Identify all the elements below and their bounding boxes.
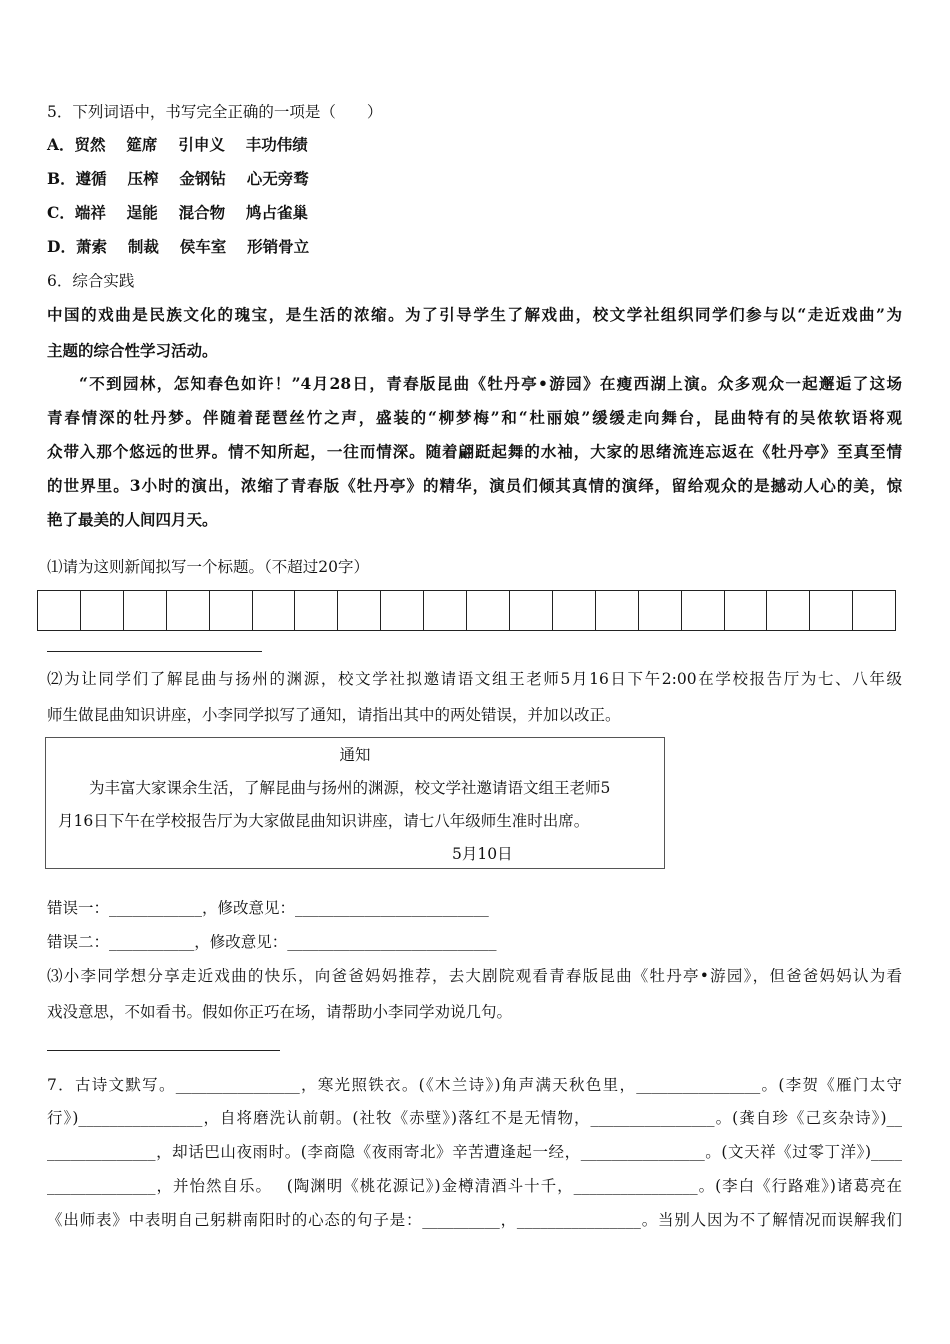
news-line: 众带入那个悠远的世界。情不知所起，一往而情深。随着翩跹起舞的水袖，大家的思绪流连忘返在《牡丹亭》至真至情: [47, 442, 902, 461]
q5-option-a: A．贸然 筵席 引申义 丰功伟绩: [47, 135, 308, 154]
q5-option-b: B．遵循 压榨 金钢钻 心无旁骛: [47, 169, 309, 188]
news-line: 艳了最美的人间四月天。: [47, 510, 218, 529]
q7-line: 行》)________________，自将磨洗认前朝。(社牧《赤壁》)落红不是无情物，________________。(龚自珍《己亥杂诗》)__: [47, 1109, 902, 1127]
grid-cell[interactable]: [253, 591, 296, 630]
notice-box: [45, 737, 665, 869]
grid-cell[interactable]: [853, 591, 895, 630]
grid-cell[interactable]: [295, 591, 338, 630]
news-line: 的世界里。3小时的演出，浓缩了青春版《牡丹亭》的精华，演员们倾其真情的演绎，留给观众的是撼动人心的美，惊: [47, 476, 902, 495]
grid-cell[interactable]: [338, 591, 381, 630]
q7-line: ______________，并怡然自乐。 (陶渊明《桃花源记》)金樽清酒斗十千，________________。(李白《行路难》)诸葛亮在: [47, 1177, 902, 1195]
grid-cell[interactable]: [725, 591, 768, 630]
q5-stem: 5．下列词语中，书写完全正确的一项是（ ）: [47, 103, 383, 121]
q6-stem: 6．综合实践: [47, 272, 135, 290]
q7-line: 7．古诗文默写。________________，寒光照铁衣。(《木兰诗》)角声满天秋色里，________________。(李贺《雁门太守: [47, 1076, 902, 1094]
sub-question-2: 师生做昆曲知识讲座，小李同学拟写了通知，请指出其中的两处错误，并加以改正。: [47, 706, 621, 724]
grid-cell[interactable]: [124, 591, 167, 630]
news-line: “不到园林，怎知春色如许！”4月28日，青春版昆曲《牡丹亭•游园》在瘦西湖上演。众多观众一起邂逅了这场: [79, 374, 902, 393]
grid-cell[interactable]: [767, 591, 810, 630]
notice-title: 通知: [339, 746, 371, 764]
grid-cell[interactable]: [167, 591, 210, 630]
q6-intro-line: 中国的戏曲是民族文化的瑰宝，是生活的浓缩。为了引导学生了解戏曲，校文学社组织同学们参与以“走近戏曲”为: [47, 305, 902, 324]
grid-cell[interactable]: [38, 591, 81, 630]
q7-line: 《出师表》中表明自己躬耕南阳时的心态的句子是：__________，________________。当别人因为不了解情况而误解我们: [47, 1211, 902, 1229]
grid-cell[interactable]: [596, 591, 639, 630]
grid-cell[interactable]: [553, 591, 596, 630]
notice-date: 5月10日: [452, 845, 513, 863]
grid-cell[interactable]: [210, 591, 253, 630]
q6-intro-line: 主题的综合性学习活动。: [47, 341, 218, 360]
grid-cell[interactable]: [381, 591, 424, 630]
notice-body-line: 为丰富大家课余生活，了解昆曲与扬州的渊源，校文学社邀请语文组王老师5: [58, 779, 611, 797]
grid-cell[interactable]: [639, 591, 682, 630]
grid-cell[interactable]: [467, 591, 510, 630]
grid-cell[interactable]: [810, 591, 853, 630]
error-1-field[interactable]: 错误一：____________，修改意见：_________________________: [47, 899, 489, 917]
notice-body-line: 月16日下午在学校报告厅为大家做昆曲知识讲座，请七八年级师生准时出席。: [58, 812, 590, 830]
grid-cell[interactable]: [81, 591, 124, 630]
error-2-field[interactable]: 错误二：___________，修改意见：___________________________: [47, 933, 497, 951]
grid-cell[interactable]: [510, 591, 553, 630]
q7-line: ______________，却话巴山夜雨时。(李商隐《夜雨寄北》辛苦遭逢起一经，________________。(文天祥《过零丁洋》)____: [47, 1143, 902, 1161]
answer-line[interactable]: [47, 651, 262, 652]
sub-question-1: ⑴请为这则新闻拟写一个标题。（不超过20字）: [47, 558, 369, 576]
q5-option-d: D．萧索 制裁 侯车室 形销骨立: [47, 237, 310, 256]
title-answer-grid[interactable]: [37, 590, 896, 631]
news-line: 青春情深的牡丹梦。伴随着琵琶丝竹之声，盛装的“柳梦梅”和“杜丽娘”缓缓走向舞台，昆曲特有的吴侬软语将观: [47, 408, 902, 427]
q5-option-c: C．端祥 逞能 混合物 鸠占雀巢: [47, 203, 309, 222]
sub-question-2: ⑵为让同学们了解昆曲与扬州的渊源，校文学社拟邀请语文组王老师5月16日下午2:00在学校报告厅为七、八年级: [47, 670, 902, 688]
grid-cell[interactable]: [424, 591, 467, 630]
answer-line[interactable]: [47, 1050, 280, 1051]
sub-question-3: 戏没意思，不如看书。假如你正巧在场，请帮助小李同学劝说几句。: [47, 1003, 513, 1021]
sub-question-3: ⑶小李同学想分享走近戏曲的快乐，向爸爸妈妈推荐，去大剧院观看青春版昆曲《牡丹亭•游园》，但爸爸妈妈认为看: [47, 967, 902, 985]
grid-cell[interactable]: [682, 591, 725, 630]
